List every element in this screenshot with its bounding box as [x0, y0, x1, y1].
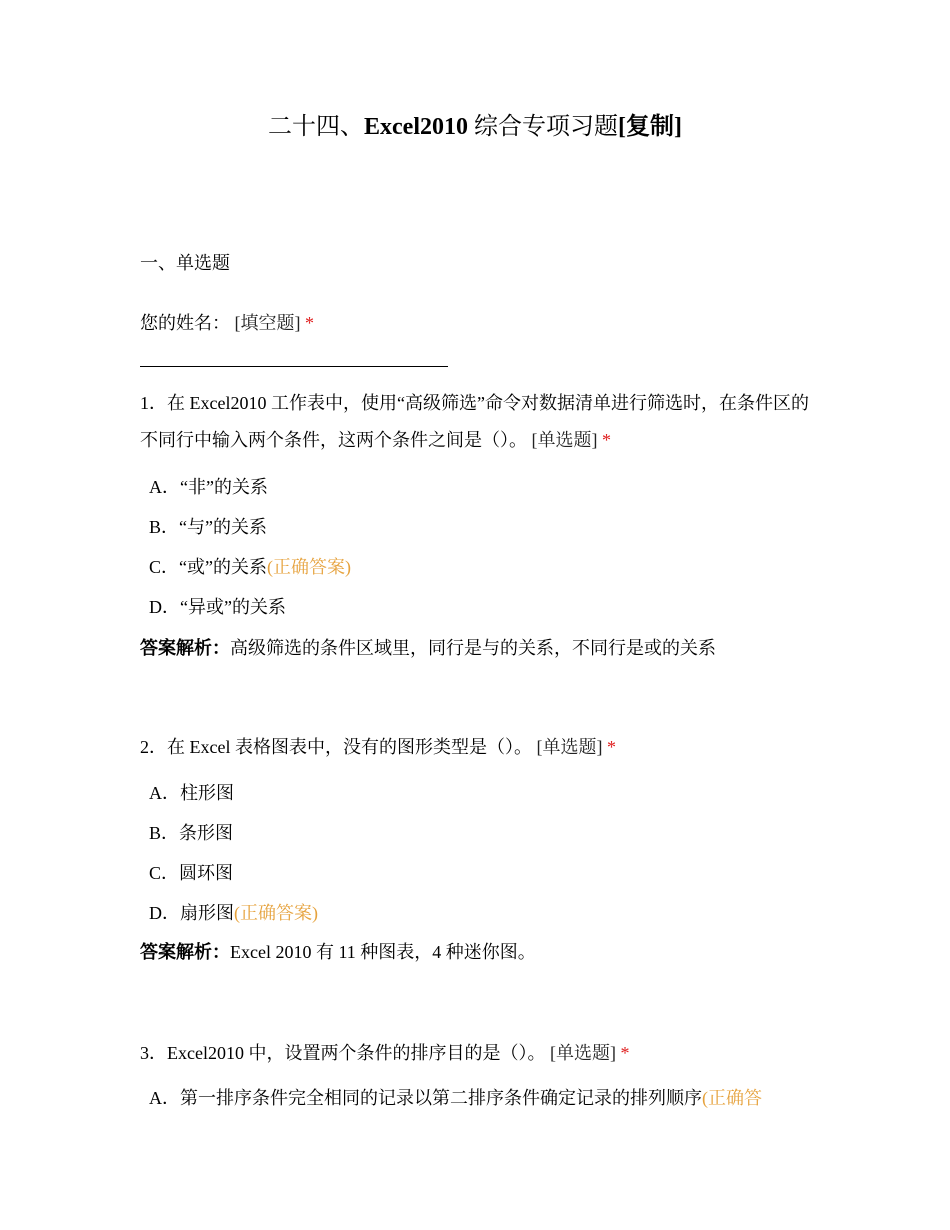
answer-explanation-2 — [140, 940, 536, 964]
explanation-text: 高级筛选的条件区域里，同行是与的关系，不同行是或的关系 — [230, 638, 716, 658]
option-label: C．圆环图 — [149, 863, 234, 883]
explanation-label: 答案解析： — [140, 942, 230, 962]
correct-answer-marker: (正确答案) — [234, 903, 318, 923]
title-copy-tag: [复制] — [618, 114, 682, 140]
option-label: D．扇形图 — [149, 903, 234, 923]
option-label: C．“或”的关系 — [149, 557, 267, 577]
required-asterisk: * — [602, 430, 611, 450]
option-label: A．柱形图 — [149, 783, 234, 803]
question-1 — [140, 385, 810, 459]
explanation-label: 答案解析： — [140, 638, 230, 658]
question-type-tag: [单选题] — [531, 430, 598, 450]
option-1d[interactable] — [149, 595, 286, 619]
option-2a[interactable] — [149, 781, 234, 805]
required-asterisk: * — [620, 1043, 630, 1063]
question-type-tag: [单选题] — [536, 737, 603, 757]
option-label: B．“与”的关系 — [149, 517, 267, 537]
answer-explanation-1 — [140, 636, 716, 660]
name-question — [140, 311, 314, 335]
question-type-tag: [填空题] — [234, 313, 301, 333]
option-1b[interactable] — [149, 515, 267, 539]
question-text: 2．在 Excel 表格图表中，没有的图形类型是（）。 — [140, 737, 532, 757]
question-2 — [140, 735, 616, 759]
option-1a[interactable] — [149, 475, 268, 499]
correct-answer-marker: (正确答案) — [266, 557, 351, 577]
option-3a[interactable] — [149, 1086, 762, 1110]
required-asterisk: * — [606, 737, 616, 757]
name-answer-line[interactable] — [140, 366, 448, 367]
title-prefix: 二十四、 — [268, 114, 365, 140]
option-2b[interactable] — [149, 821, 233, 845]
explanation-text: Excel 2010 有 11 种图表，4 种迷你图。 — [230, 942, 536, 962]
option-2d[interactable] — [149, 901, 318, 925]
page-title — [0, 110, 950, 144]
section-heading: 一、单选题 — [140, 253, 230, 273]
name-label: 您的姓名： — [140, 313, 230, 333]
title-middle: 综合专项习题 — [468, 114, 618, 140]
option-label: A．“非”的关系 — [149, 477, 268, 497]
question-3 — [140, 1041, 629, 1065]
correct-answer-marker: (正确答 — [702, 1088, 762, 1108]
question-text: 3．Excel2010 中，设置两个条件的排序目的是（）。 — [140, 1043, 546, 1063]
option-label: D．“异或”的关系 — [149, 597, 286, 617]
title-bold: Excel2010 — [364, 114, 468, 140]
option-1c[interactable] — [149, 555, 351, 579]
question-text: 1．在 Excel2010 工作表中，使用“高级筛选”命令对数据清单进行筛选时，在条件区的不同行中输入两个条件，这两个条件之间是（）。 — [140, 393, 809, 450]
question-type-tag: [单选题] — [549, 1043, 616, 1063]
option-label: B．条形图 — [149, 823, 234, 843]
option-label: A．第一排序条件完全相同的记录以第二排序条件确定记录的排列顺序 — [149, 1088, 702, 1108]
required-asterisk: * — [305, 313, 314, 333]
option-2c[interactable] — [149, 861, 233, 885]
